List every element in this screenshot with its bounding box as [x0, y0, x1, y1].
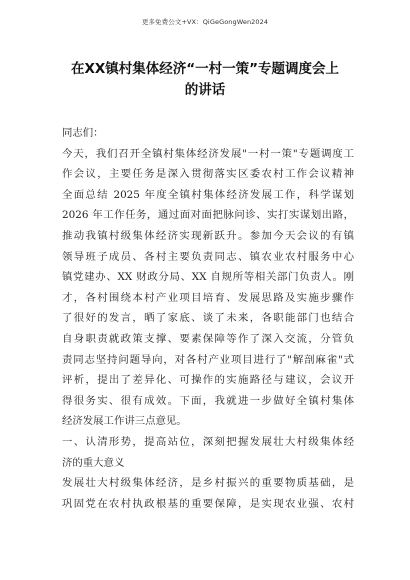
body-line: 才，各村围绕本村产业项目培育、发展思路及实施步骤作	[62, 291, 354, 304]
document-title	[40, 59, 370, 101]
salutation: 同志们：	[62, 127, 104, 139]
body-line: 全面总结 2025 年度全镇村集体经济发展工作，科学谋划	[62, 188, 354, 201]
body-line: 自身职责就政策支撑、要素保障等作了深入交流，分管负	[62, 332, 354, 345]
title-line: 在XX镇村集体经济“一村一策”专题调度会上	[70, 61, 340, 77]
body-line: 责同志坚持问题导向，对各村产业项目进行了"解剖麻雀"式	[62, 353, 354, 366]
body-line: 发展壮大村级集体经济，是乡村振兴的重要物质基础，是	[62, 477, 354, 490]
body-line: 经济发展工作讲三点意见。	[62, 415, 187, 428]
section-heading-line: 济的重大意义	[62, 456, 125, 469]
header-note: 更多免费公文+VX：QiGeGongWen2024	[141, 18, 269, 26]
body-line: 2026 年工作任务，通过面对面把脉问诊、实打实谋划出路，	[62, 209, 354, 222]
body-line: 巩固党在农村执政根基的重要保障，是实现农业强、农村	[62, 497, 354, 510]
body-line: 了很好的发言，晒了家底、谈了未来，各职能部门也结合	[62, 312, 354, 325]
section-heading-line: 一、认清形势，提高站位，深刻把握发展壮大村级集体经	[62, 435, 354, 448]
body-line: 得很务实、很有成效。下面，我就进一步做好全镇村集体	[62, 394, 354, 407]
body-line: 评析，提出了差异化、可操作的实施路径与建议，会议开	[62, 374, 354, 387]
body-line: 镇党建办、XX 财政分局、XX 自规所等相关部门负责人。刚	[62, 271, 354, 284]
body-line: 推动我镇村级集体经济实现新跃升。参加今天会议的有镇	[62, 229, 354, 242]
body-line: 今天，我们召开全镇村集体经济发展"一村一策"专题调度工	[62, 147, 354, 160]
body-line: 作会议，主要任务是深入贯彻落实区委农村工作会议精神	[62, 168, 354, 181]
document-body	[62, 123, 354, 514]
body-line: 领导班子成员、各村主要负责同志、镇农业农村服务中心	[62, 250, 354, 263]
title-line: 的讲话	[184, 82, 226, 98]
